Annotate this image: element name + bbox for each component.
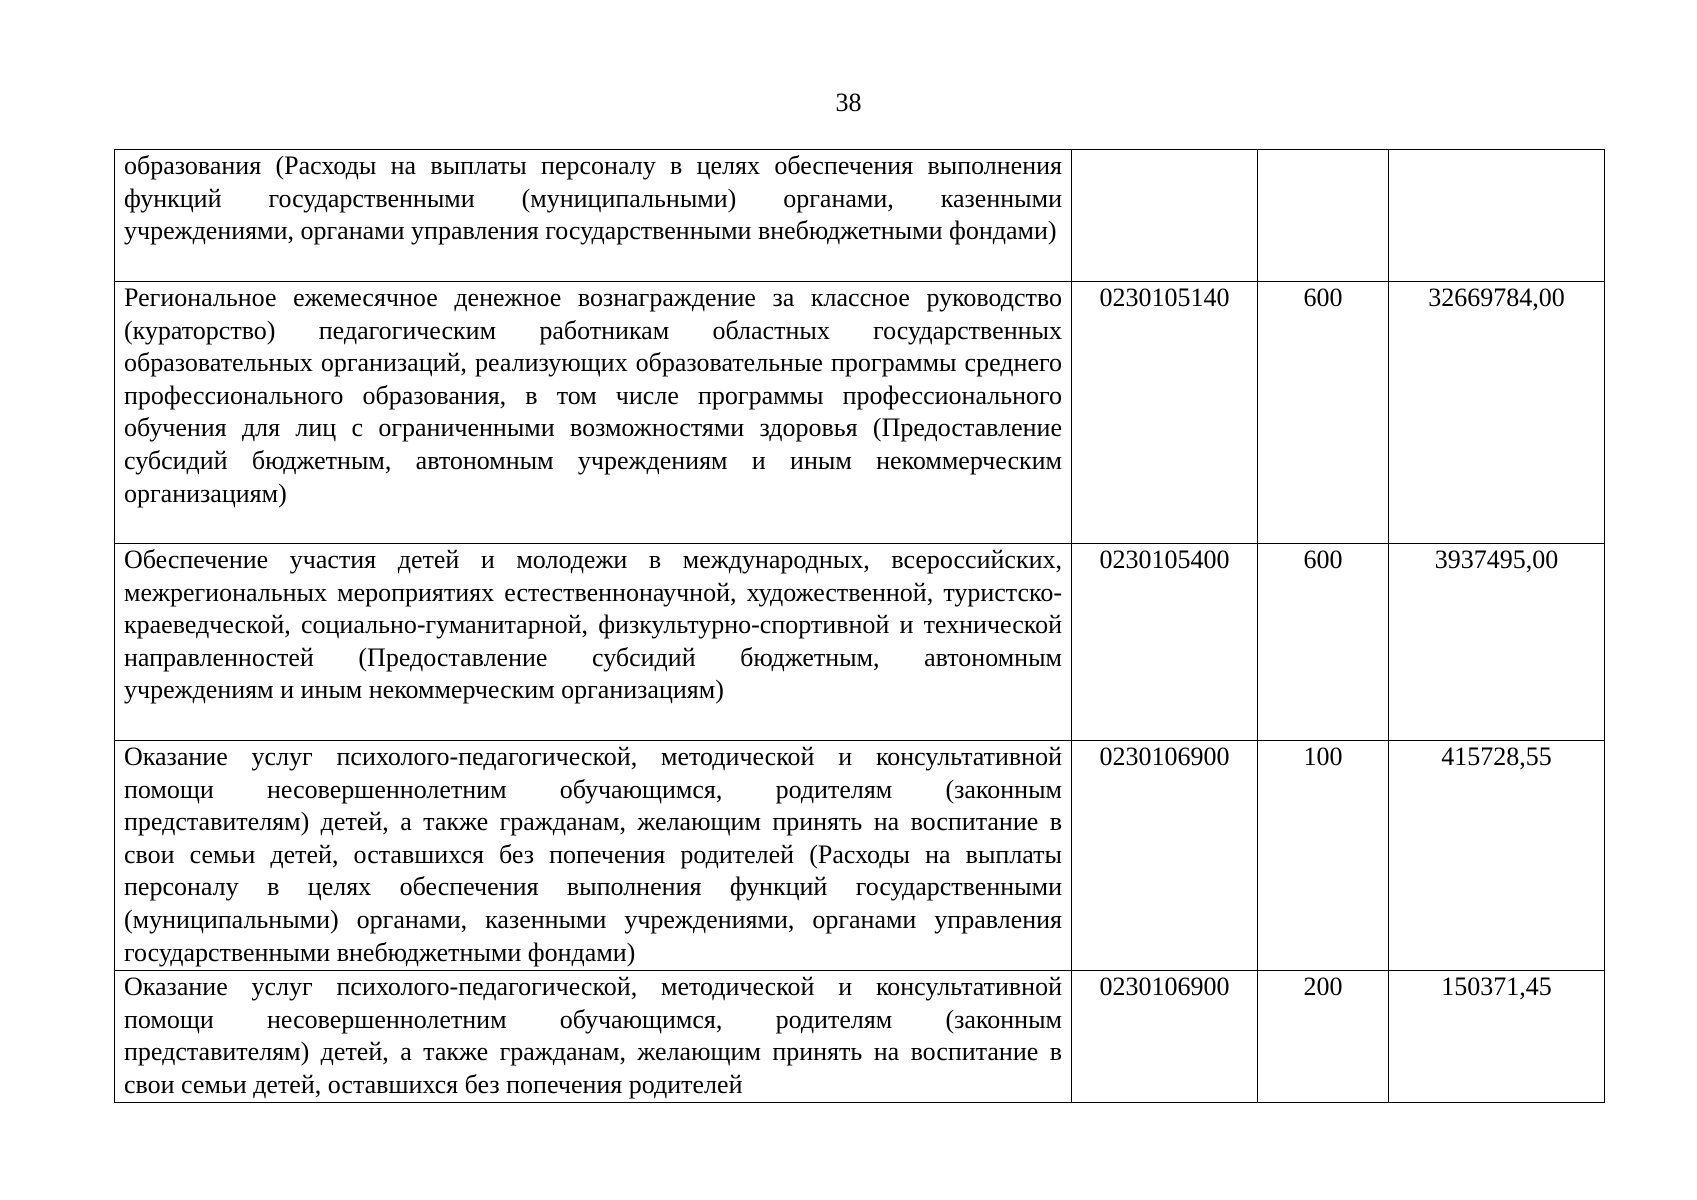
- row-description: Оказание услуг психолого-педагогической, методической и консультативной помощи несовершеннолетним обучающимся, родителям (законным представителям) детей, а также гражданам, желающим принять на воспитание в свои семьи детей, оставшихся без попечения родителей: [124, 972, 1062, 1099]
- row-amount: [1389, 150, 1605, 282]
- row-expense-type: 600: [1258, 282, 1389, 544]
- row-expense-type: [1258, 150, 1389, 282]
- row-description: Оказание услуг психолого-педагогической, методической и консультативной помощи несовершеннолетним обучающимся, родителям (законным представителям) детей, а также гражданам, желающим принять на воспитание в свои семьи детей, оставшихся без попечения родителей (Расходы на выплаты персоналу в целях обеспечения выполнения функций государственными (муниципальными) органами, казенными учреждениями, органами управления государственными внебюджетными фондами): [115, 741, 1072, 971]
- row-amount: 32669784,00: [1389, 282, 1605, 544]
- row-amount: 3937495,00: [1389, 544, 1605, 741]
- row-target-code: 0230106900: [1072, 971, 1258, 1103]
- row-description: образования (Расходы на выплаты персоналу в целях обеспечения выполнения функций государственными (муниципальными) органами, казенными учреждениями, органами управления государственными внебюджетными фондами): [115, 150, 1072, 282]
- row-target-code: 0230105140: [1072, 282, 1258, 544]
- table-row: [115, 150, 1605, 282]
- row-description-cell: [115, 971, 1072, 1103]
- table-row: [115, 741, 1605, 971]
- row-expense-type: 100: [1258, 741, 1389, 971]
- row-amount: 150371,45: [1389, 971, 1605, 1103]
- row-description: Региональное ежемесячное денежное вознаграждение за классное руководство (кураторство) педагогическим работникам областных государственных образовательных организаций, реализующих образовательные программы среднего профессионального образования, в том числе программы профессионального обучения для лиц с ограниченными возможностями здоровья (Предоставление субсидий бюджетным, автономным учреждениям и иным некоммерческим организациям): [115, 282, 1072, 544]
- page-number: 38: [835, 88, 862, 117]
- row-target-code: [1072, 150, 1258, 282]
- table-row: [115, 971, 1605, 1103]
- row-amount: 415728,55: [1389, 741, 1605, 971]
- table-row: [115, 544, 1605, 741]
- row-expense-type: 600: [1258, 544, 1389, 741]
- budget-table: [114, 149, 1605, 1103]
- table-row: [115, 282, 1605, 544]
- row-expense-type: 200: [1258, 971, 1389, 1103]
- row-description: Обеспечение участия детей и молодежи в международных, всероссийских, межрегиональных мероприятиях естественнонаучной, художественной, туристско-краеведческой, социально-гуманитарной, физкультурно-спортивной и технической направленностей (Предоставление субсидий бюджетным, автономным учреждениям и иным некоммерческим организациям): [115, 544, 1072, 741]
- row-target-code: 0230105400: [1072, 544, 1258, 741]
- row-target-code: 0230106900: [1072, 741, 1258, 971]
